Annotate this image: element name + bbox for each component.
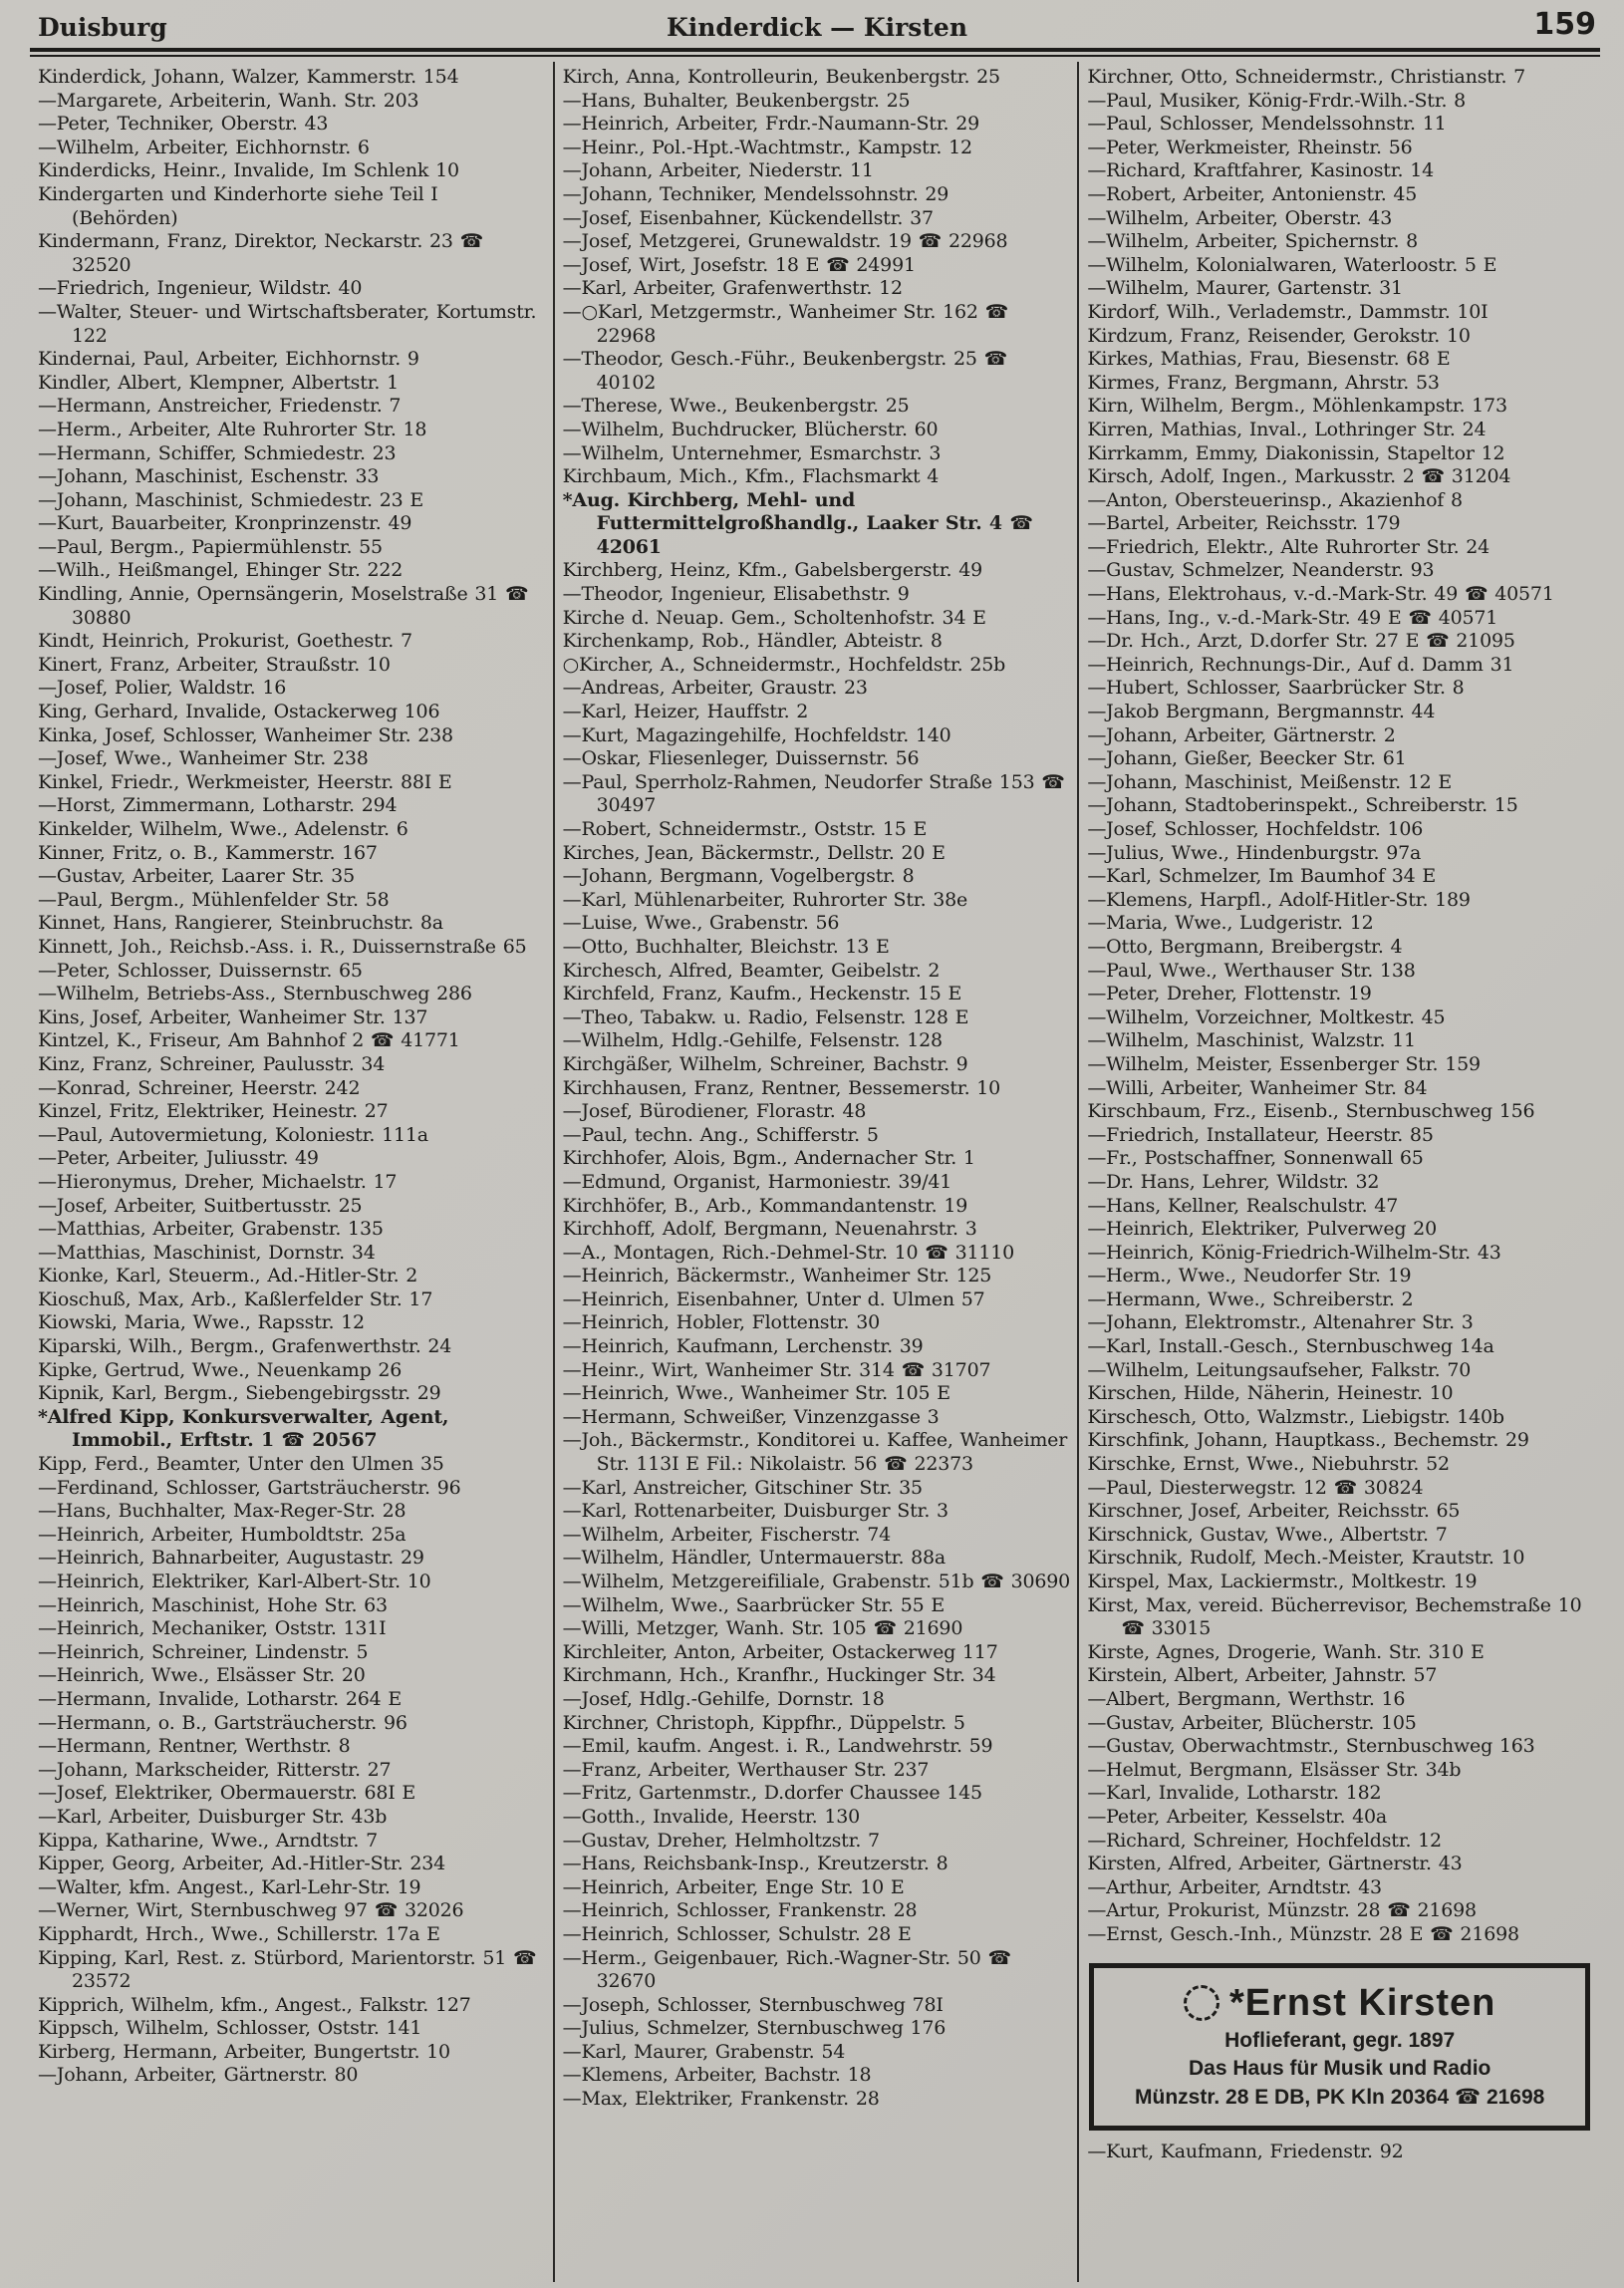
directory-entry: —Wilhelm, Arbeiter, Fischerstr. 74 [562,1523,891,1546]
directory-entry: —Wilhelm, Unternehmer, Esmarchstr. 3 [562,441,942,464]
directory-entry: Kinderdicks, Heinr., Invalide, Im Schlenk 10 [38,159,459,182]
directory-entry: —Theodor, Gesch.-Führ., Beukenbergstr. 25 ☎ 40102 [562,348,1008,394]
directory-entry: —Anton, Obersteuerinsp., Akazienhof 8 [1087,488,1463,511]
directory-entry: —Heinrich, Eisenbahner, Unter d. Ulmen 57 [562,1287,985,1310]
directory-entry: —Heinrich, Arbeiter, Frdr.-Naumann-Str. 29 [562,113,979,136]
directory-entry: —Friedrich, Elektr., Alte Ruhrorter Str. 24 [1087,535,1490,558]
directory-entry: Kirchenkamp, Rob., Händler, Abteistr. 8 [562,630,943,653]
directory-entry: —Dr. Hans, Lehrer, Wildstr. 32 [1087,1170,1380,1193]
directory-entry: —Johann, Stadtoberinspekt., Schreiberstr. 15 [1087,794,1518,817]
directory-entry: —Paul, techn. Ang., Schifferstr. 5 [562,1123,879,1146]
directory-entry: Kirschen, Hilde, Näherin, Heinestr. 10 [1087,1382,1454,1405]
header-page-number: 159 [1533,7,1596,42]
directory-entry: —Arthur, Arbeiter, Arndtstr. 43 [1087,1875,1382,1898]
directory-entry: —Hermann, Schiffer, Schmiedestr. 23 [38,441,397,464]
directory-entry: —Wilhelm, Hdlg.-Gehilfe, Felsenstr. 128 [562,1029,943,1052]
directory-entry: —Heinr., Wirt, Wanheimer Str. 314 ☎ 31707 [562,1358,991,1381]
directory-entry: Kirschfink, Johann, Hauptkass., Bechemstr. 29 [1087,1429,1529,1452]
directory-entry: —Heinrich, Schreiner, Lindenstr. 5 [38,1640,369,1663]
directory-entry: —Theodor, Ingenieur, Elisabethstr. 9 [562,583,910,606]
directory-entry: —Josef, Arbeiter, Suitbertusstr. 25 [38,1194,363,1217]
directory-entry: —Otto, Bergmann, Breibergstr. 4 [1087,935,1403,958]
directory-entry: Kinnet, Hans, Rangierer, Steinbruchstr. 8a [38,912,443,935]
directory-entry: ○Kircher, A., Schneidermstr., Hochfeldstr. 25b [562,653,1006,676]
directory-entry: —Horst, Zimmermann, Lotharstr. 294 [38,794,398,817]
directory-entry: —Klemens, Harpfl., Adolf-Hitler-Str. 189 [1087,888,1471,911]
directory-entry: —Heinrich, König-Friedrich-Wilhelm-Str. 43 [1087,1241,1501,1264]
page-header [38,8,1596,42]
directory-entry: —Heinrich, Schlosser, Frankenstr. 28 [562,1899,918,1922]
directory-entry: —Johann, Elektromstr., Altenahrer Str. 3 [1087,1311,1474,1334]
directory-entry: Kirchhöfer, B., Arb., Kommandantenstr. 19 [562,1194,968,1217]
directory-entry: —Josef, Wwe., Wanheimer Str. 238 [38,747,369,770]
directory-entry: —Heinrich, Rechnungs-Dir., Auf d. Damm 31 [1087,653,1514,676]
directory-entry: —Fr., Postschaffner, Sonnenwall 65 [1087,1147,1424,1170]
directory-entry: Kinkelder, Wilhelm, Wwe., Adelenstr. 6 [38,818,408,840]
directory-entry: —Peter, Werkmeister, Rheinstr. 56 [1087,136,1413,158]
directory-entry: —A., Montagen, Rich.-Dehmel-Str. 10 ☎ 31110 [562,1241,1015,1264]
directory-entry: —Heinrich, Hobler, Flottenstr. 30 [562,1311,880,1334]
directory-entry: —Johann, Arbeiter, Niederstr. 11 [562,159,874,182]
directory-entry: Kirchhausen, Franz, Rentner, Bessemerstr. 10 [562,1076,1001,1099]
directory-entry: Kinka, Josef, Schlosser, Wanheimer Str. 238 [38,723,453,746]
directory-entry: Kirn, Wilhelm, Bergm., Möhlenkampstr. 173 [1087,395,1507,418]
directory-entry: Kirchgäßer, Wilhelm, Schreiner, Bachstr. 9 [562,1052,968,1075]
directory-entry: —Albert, Bergmann, Werthstr. 16 [1087,1687,1406,1710]
directory-entry: —Johann, Techniker, Mendelssohnstr. 29 [562,182,949,205]
directory-entry: —Hermann, Invalide, Lotharstr. 264 E [38,1687,403,1710]
directory-entry: Kinz, Franz, Schreiner, Paulusstr. 34 [38,1052,386,1075]
directory-entry: Kirberg, Hermann, Arbeiter, Bungertstr. 10 [38,2040,450,2063]
directory-entry: Kirspel, Max, Lackiermstr., Moltkestr. 19 [1087,1571,1478,1592]
directory-entry: Kippsch, Wilhelm, Schlosser, Oststr. 141 [38,2017,422,2040]
directory-entry: —Heinrich, Arbeiter, Humboldtstr. 25a [38,1523,406,1546]
directory-entry: —Klemens, Arbeiter, Bachstr. 18 [562,2064,872,2087]
directory-entry: —Theo, Tabakw. u. Radio, Felsenstr. 128 E [562,1005,969,1028]
directory-entry: Kirchhoff, Adolf, Bergmann, Neuenahrstr. 3 [562,1218,977,1241]
ernst-kirsten-advertisement [1089,1963,1590,2131]
directory-entry: —Luise, Wwe., Grabenstr. 56 [562,912,840,935]
directory-entry: —Wilhelm, Betriebs-Ass., Sternbuschweg 286 [38,983,472,1005]
directory-entry: Kirschnick, Gustav, Wwe., Albertstr. 7 [1087,1523,1448,1546]
directory-entry: Kinkel, Friedr., Werkmeister, Heerstr. 88I E [38,770,452,793]
directory-entry: —Heinrich, Kaufmann, Lerchenstr. 39 [562,1335,924,1358]
directory-entry: —Karl, Install.-Gesch., Sternbuschweg 14a [1087,1335,1494,1358]
directory-entry: —Paul, Schlosser, Mendelssohnstr. 11 [1087,113,1447,136]
directory-entry: Kindling, Annie, Opernsängerin, Moselstraße 31 ☎ 30880 [38,583,529,629]
directory-entry: Kionke, Karl, Steuerm., Ad.-Hitler-Str. 2 [38,1265,418,1287]
directory-entry: —Josef, Elektriker, Obermauerstr. 68I E [38,1782,416,1805]
directory-entry: Kippa, Katharine, Wwe., Arndtstr. 7 [38,1829,378,1852]
directory-entry: —Paul, Wwe., Werthauser Str. 138 [1087,959,1416,982]
directory-entry: Kirchner, Christoph, Kippfhr., Düppelstr. 5 [562,1711,965,1734]
directory-entry: Kirmes, Franz, Bergmann, Ahrstr. 53 [1087,371,1440,394]
directory-entry: —Paul, Diesterwegstr. 12 ☎ 30824 [1087,1476,1424,1499]
directory-entry: Kirschnik, Rudolf, Mech.-Meister, Krautstr. 10 [1087,1547,1525,1570]
directory-entry: Kiparski, Wilh., Bergm., Grafenwerthstr. 24 [38,1335,452,1358]
directory-entry: —Wilhelm, Metzgereifiliale, Grabenstr. 51b ☎ 30690 [562,1571,1071,1592]
directory-columns [30,62,1602,2282]
directory-entry: Kirren, Mathias, Inval., Lothringer Str. 24 [1087,418,1487,440]
directory-entry: —Herm., Arbeiter, Alte Ruhrorter Str. 18 [38,418,427,440]
directory-entry: —Hans, Ing., v.-d.-Mark-Str. 49 E ☎ 40571 [1087,606,1498,629]
directory-entry: —Gustav, Schmelzer, Neanderstr. 93 [1087,559,1435,582]
directory-entry: —Matthias, Maschinist, Dornstr. 34 [38,1241,376,1264]
directory-entry: Kipper, Georg, Arbeiter, Ad.-Hitler-Str. 234 [38,1853,445,1875]
directory-entry: —Johann, Markscheider, Ritterstr. 27 [38,1758,392,1781]
directory-entry: —Paul, Bergm., Mühlenfelder Str. 58 [38,888,390,911]
directory-entry: —Johann, Maschinist, Eschenstr. 33 [38,465,380,488]
directory-entry: —Josef, Bürodiener, Florastr. 48 [562,1100,867,1123]
directory-entry: —Johann, Arbeiter, Gärtnerstr. 2 [1087,723,1396,746]
directory-entry: *Alfred Kipp, Konkursverwalter, Agent, Immobil., Erftstr. 1 ☎ 20567 [38,1405,449,1452]
directory-entry: —Heinrich, Wwe., Wanheimer Str. 105 E [562,1382,950,1405]
directory-entry: —Josef, Polier, Waldstr. 16 [38,677,287,700]
directory-entry: —Emil, kaufm. Angest. i. R., Landwehrstr. 59 [562,1735,993,1758]
directory-entry: Kirchmann, Hch., Kranfhr., Huckinger Str. 34 [562,1664,996,1687]
directory-entry: —Hans, Kellner, Realschulstr. 47 [1087,1194,1399,1217]
directory-entry: —Johann, Maschinist, Meißenstr. 12 E [1087,770,1453,793]
directory-entry: —Josef, Hdlg.-Gehilfe, Dornstr. 18 [562,1687,885,1710]
directory-entry: —Josef, Metzgerei, Grunewaldstr. 19 ☎ 22968 [562,230,1008,253]
directory-entry: —Heinrich, Maschinist, Hohe Str. 63 [38,1593,388,1616]
directory-entry: —Johann, Bergmann, Vogelbergstr. 8 [562,865,915,888]
directory-entry: —Wilhelm, Arbeiter, Oberstr. 43 [1087,206,1393,229]
directory-entry: —Walter, Steuer- und Wirtschaftsberater, Kortumstr. 122 [38,300,537,347]
directory-entry: —Helmut, Bergmann, Elsässer Str. 34b [1087,1758,1462,1781]
directory-entry: —Julius, Schmelzer, Sternbuschweg 176 [562,2017,947,2040]
directory-entry: —Wilhelm, Maurer, Gartenstr. 31 [1087,277,1403,300]
directory-entry: Kirschner, Josef, Arbeiter, Reichsstr. 65 [1087,1500,1461,1523]
directory-entry: —Herm., Wwe., Neudorfer Str. 19 [1087,1265,1412,1287]
directory-entry: —Hermann, Rentner, Werthstr. 8 [38,1735,351,1758]
directory-entry: —Edmund, Organist, Harmoniestr. 39/41 [562,1170,952,1193]
directory-entry: Kipp, Ferd., Beamter, Unter den Ulmen 35 [38,1453,444,1476]
directory-entry: —Peter, Techniker, Oberstr. 43 [38,113,329,136]
directory-entry: —Hubert, Schlosser, Saarbrücker Str. 8 [1087,677,1465,700]
directory-entry: —Hans, Reichsbank-Insp., Kreutzerstr. 8 [562,1853,948,1875]
laurel-wreath-icon [1184,1985,1219,2021]
ad-title-row [1102,1982,1577,2025]
directory-entry: —Ferdinand, Schlosser, Gartsträucherstr. 96 [38,1476,461,1499]
directory-entry: —Maria, Wwe., Ludgeristr. 12 [1087,912,1374,935]
directory-column-3 [1077,62,1602,2282]
ad-title: *Ernst Kirsten [1228,1981,1496,2024]
directory-entry: —Karl, Mühlenarbeiter, Ruhrorter Str. 38e [562,888,968,911]
directory-entry: —Richard, Kraftfahrer, Kasinostr. 14 [1087,159,1434,182]
directory-entry: —Josef, Wirt, Josefstr. 18 E ☎ 24991 [562,253,916,276]
directory-entry: Kirches, Jean, Bäckermstr., Dellstr. 20 E [562,841,946,864]
directory-entry: —Max, Elektriker, Frankenstr. 28 [562,2088,880,2111]
directory-entry: —Andreas, Arbeiter, Graustr. 23 [562,677,868,700]
directory-entry: Kindermann, Franz, Direktor, Neckarstr. 23 ☎ 32520 [38,230,484,276]
directory-entry: —Heinrich, Wwe., Elsässer Str. 20 [38,1664,366,1687]
directory-entry: —Ernst, Gesch.-Inh., Münzstr. 28 E ☎ 21698 [1087,1922,1519,1945]
directory-entry: —Johann, Gießer, Beecker Str. 61 [1087,747,1407,770]
directory-entry: —Peter, Arbeiter, Kesselstr. 40a [1087,1805,1388,1828]
directory-entry: —Wilhelm, Leitungsaufseher, Falkstr. 70 [1087,1358,1472,1381]
directory-entry: —Wilhelm, Arbeiter, Spichernstr. 8 [1087,230,1419,253]
directory-entry: —Peter, Schlosser, Duissernstr. 65 [38,959,363,982]
ad-line-1: Hoflieferant, gegr. 1897 [1224,2028,1456,2052]
directory-entry: Kinner, Fritz, o. B., Kammerstr. 167 [38,841,378,864]
directory-entry: —Heinrich, Mechaniker, Oststr. 131I [38,1617,387,1640]
directory-entry: Kirrkamm, Emmy, Diakonissin, Stapeltor 12 [1087,441,1505,464]
directory-entry: Kirchhofer, Alois, Bgm., Andernacher Str. 1 [562,1147,975,1170]
directory-entry: —Franz, Arbeiter, Werthauser Str. 237 [562,1758,930,1781]
directory-entry: —Hans, Buchhalter, Max-Reger-Str. 28 [38,1500,406,1523]
directory-entry: —Heinrich, Schlosser, Schulstr. 28 E [562,1922,912,1945]
directory-entry: Kirschbaum, Frz., Eisenb., Sternbuschweg 156 [1087,1100,1535,1123]
directory-entry: Kirsch, Adolf, Ingen., Markusstr. 2 ☎ 31204 [1087,465,1511,488]
directory-entry: —Paul, Musiker, König-Frdr.-Wilh.-Str. 8 [1087,89,1467,112]
directory-entry: —Kurt, Magazingehilfe, Hochfeldstr. 140 [562,723,951,746]
directory-entry: —Friedrich, Installateur, Heerstr. 85 [1087,1123,1434,1146]
directory-entry: Kirche d. Neuap. Gem., Scholtenhofstr. 34 E [562,606,986,629]
directory-entry: Kirchberg, Heinz, Kfm., Gabelsbergerstr. 49 [562,559,982,582]
directory-entry: Kiowski, Maria, Wwe., Rapsstr. 12 [38,1311,365,1334]
directory-entry: —Wilhelm, Vorzeichner, Moltkestr. 45 [1087,1005,1446,1028]
directory-entry: —○Karl, Metzgermstr., Wanheimer Str. 162 ☎ 22968 [562,300,1009,347]
directory-entry: —Karl, Arbeiter, Grafenwerthstr. 12 [562,277,903,300]
directory-entry: —Hans, Buhalter, Beukenbergstr. 25 [562,89,911,112]
directory-column-2 [553,62,1078,2282]
directory-entry: —Wilhelm, Meister, Essenberger Str. 159 [1087,1052,1481,1075]
header-name-range: Kinderdick — Kirsten [667,13,967,42]
directory-entry: —Fritz, Gartenmstr., D.dorfer Chaussee 145 [562,1782,982,1805]
directory-entry: —Dr. Hch., Arzt, D.dorfer Str. 27 E ☎ 21095 [1087,630,1515,653]
directory-column-1 [30,62,553,2282]
directory-entry: —Wilhelm, Maschinist, Walzstr. 11 [1087,1029,1416,1052]
directory-entry: Kirch, Anna, Kontrolleurin, Beukenbergstr. 25 [562,66,1000,88]
directory-entry: Kinert, Franz, Arbeiter, Straußstr. 10 [38,653,391,676]
directory-entry: —Artur, Prokurist, Münzstr. 28 ☎ 21698 [1087,1899,1477,1922]
directory-entry: Kirchesch, Alfred, Beamter, Geibelstr. 2 [562,959,941,982]
directory-entry: —Hermann, o. B., Gartsträucherstr. 96 [38,1711,407,1734]
directory-entry: —Wilhelm, Arbeiter, Eichhornstr. 6 [38,136,370,158]
directory-entry: —Therese, Wwe., Beukenbergstr. 25 [562,395,910,418]
directory-entry: —Wilhelm, Kolonialwaren, Waterloostr. 5 E [1087,253,1497,276]
directory-entry: —Karl, Invalide, Lotharstr. 182 [1087,1782,1382,1805]
directory-entry: —Wilhelm, Buchdrucker, Blücherstr. 60 [562,418,939,440]
directory-entry: —Hans, Elektrohaus, v.-d.-Mark-Str. 49 ☎ 40571 [1087,583,1554,606]
directory-entry: —Herm., Geigenbauer, Rich.-Wagner-Str. 50 ☎ 32670 [562,1946,1011,1993]
directory-entry: Kirdzum, Franz, Reisender, Gerokstr. 10 [1087,324,1471,347]
ad-line-3: Münzstr. 28 E DB, PK Kln 20364 ☎ 21698 [1135,2085,1545,2109]
directory-entry: Kirste, Agnes, Drogerie, Wanh. Str. 310 E [1087,1640,1485,1663]
directory-entry: —Robert, Schneidermstr., Oststr. 15 E [562,818,928,840]
directory-entry: Kipke, Gertrud, Wwe., Neuenkamp 26 [38,1358,403,1381]
directory-entry: Kirchner, Otto, Schneidermstr., Christianstr. 7 [1087,66,1526,88]
directory-entry: Kirchbaum, Mich., Kfm., Flachsmarkt 4 [562,465,940,488]
directory-entry: —Werner, Wirt, Sternbuschweg 97 ☎ 32026 [38,1899,464,1922]
directory-entry: Kirkes, Mathias, Frau, Biesenstr. 68 E [1087,348,1451,371]
directory-entry: —Bartel, Arbeiter, Reichsstr. 179 [1087,512,1401,535]
directory-entry: —Walter, kfm. Angest., Karl-Lehr-Str. 19 [38,1875,421,1898]
directory-entry: Kinzel, Fritz, Elektriker, Heinestr. 27 [38,1100,389,1123]
directory-entry: —Peter, Arbeiter, Juliusstr. 49 [38,1147,319,1170]
directory-entry: —Oskar, Fliesenleger, Duissernstr. 56 [562,747,920,770]
directory-entry: —Karl, Arbeiter, Duisburger Str. 43b [38,1805,388,1828]
directory-entry: Kirst, Max, vereid. Bücherrevisor, Bechemstraße 10 ☎ 33015 [1087,1593,1582,1640]
directory-entry: —Jakob Bergmann, Bergmannstr. 44 [1087,701,1436,723]
directory-entry: —Wilh., Heißmangel, Ehinger Str. 222 [38,559,404,582]
directory-entry: Kipping, Karl, Rest. z. Stürbord, Marientorstr. 51 ☎ 23572 [38,1946,537,1993]
header-rule-thin [30,55,1600,57]
directory-entry: Kirsten, Alfred, Arbeiter, Gärtnerstr. 43 [1087,1853,1463,1875]
header-city: Duisburg [38,13,167,42]
directory-entry: —Gustav, Arbeiter, Blücherstr. 105 [1087,1711,1417,1734]
directory-entry: Kinderdick, Johann, Walzer, Kammerstr. 154 [38,66,459,88]
directory-entry: —Johann, Maschinist, Schmiedestr. 23 E [38,488,424,511]
directory-entry: Kindler, Albert, Klempner, Albertstr. 1 [38,371,399,394]
directory-entry: —Karl, Rottenarbeiter, Duisburger Str. 3 [562,1500,948,1523]
directory-entry: —Willi, Metzger, Wanh. Str. 105 ☎ 21690 [562,1617,963,1640]
directory-entry: —Gustav, Oberwachtmstr., Sternbuschweg 163 [1087,1735,1535,1758]
directory-entry: —Paul, Bergm., Papiermühlenstr. 55 [38,535,383,558]
directory-entry: —Johann, Arbeiter, Gärtnerstr. 80 [38,2064,359,2087]
directory-entry: —Joh., Bäckermstr., Konditorei u. Kaffee, Wanheimer Str. 113I E Fil.: Nikolaistr. 56 ☎ 22373 [562,1429,1068,1476]
directory-entry: —Karl, Schmelzer, Im Baumhof 34 E [1087,865,1437,888]
directory-entry: —Heinrich, Bahnarbeiter, Augustastr. 29 [38,1547,424,1570]
directory-entry: —Karl, Maurer, Grabenstr. 54 [562,2040,846,2063]
directory-entry: —Joseph, Schlosser, Sternbuschweg 78I [562,1993,944,2016]
directory-entry: —Paul, Sperrholz-Rahmen, Neudorfer Straße 153 ☎ 30497 [562,770,1065,817]
directory-entry: —Kurt, Bauarbeiter, Kronprinzenstr. 49 [38,512,412,535]
directory-entry: —Karl, Heizer, Hauffstr. 2 [562,701,809,723]
directory-entry: —Hieronymus, Dreher, Michaelstr. 17 [38,1170,398,1193]
directory-entry: Kirschesch, Otto, Walzmstr., Liebigstr. 140b [1087,1405,1504,1428]
directory-entry: Kipnik, Karl, Bergm., Siebengebirgsstr. 29 [38,1382,441,1405]
directory-entry: Kirdorf, Wilh., Verlademstr., Dammstr. 10I [1087,300,1489,323]
directory-entry: —Karl, Anstreicher, Gitschiner Str. 35 [562,1476,923,1499]
directory-entry: —Wilhelm, Händler, Untermauerstr. 88a [562,1547,947,1570]
directory-entry: —Robert, Arbeiter, Antonienstr. 45 [1087,182,1418,205]
directory-entry: —Gotth., Invalide, Heerstr. 130 [562,1805,861,1828]
ad-line-2: Das Haus für Musik und Radio [1188,2056,1491,2080]
directory-entry: —Otto, Buchhalter, Bleichstr. 13 E [562,935,890,958]
directory-entry: —Gustav, Dreher, Helmholtzstr. 7 [562,1829,880,1852]
directory-entry: Kindergarten und Kinderhorte siehe Teil I (Behörden) [38,182,438,229]
directory-entry: —Julius, Wwe., Hindenburgstr. 97a [1087,841,1422,864]
directory-entry: Kirchfeld, Franz, Kaufm., Heckenstr. 15 E [562,983,962,1005]
directory-entry: —Matthias, Arbeiter, Grabenstr. 135 [38,1218,384,1241]
directory-entry: Kirschke, Ernst, Wwe., Niebuhrstr. 52 [1087,1453,1450,1476]
directory-entry: —Heinrich, Arbeiter, Enge Str. 10 E [562,1875,905,1898]
directory-entry: —Wilhelm, Wwe., Saarbrücker Str. 55 E [562,1593,945,1616]
directory-entry: —Konrad, Schreiner, Heerstr. 242 [38,1076,361,1099]
directory-entry: —Willi, Arbeiter, Wanheimer Str. 84 [1087,1076,1428,1099]
directory-entry: —Gustav, Arbeiter, Laarer Str. 35 [38,865,355,888]
directory-entry: Kindernai, Paul, Arbeiter, Eichhornstr. 9 [38,348,419,371]
directory-entry: Kirstein, Albert, Arbeiter, Jahnstr. 57 [1087,1664,1438,1687]
directory-entry: Kirchleiter, Anton, Arbeiter, Ostackerweg 117 [562,1640,998,1663]
directory-entry: Kins, Josef, Arbeiter, Wanheimer Str. 137 [38,1005,428,1028]
directory-entry: Kinnett, Joh., Reichsb.-Ass. i. R., Duissernstraße 65 [38,935,527,958]
directory-entry: —Josef, Eisenbahner, Kückendellstr. 37 [562,206,934,229]
directory-entry: —Paul, Autovermietung, Koloniestr. 111a [38,1123,428,1146]
directory-entry: —Hermann, Schweißer, Vinzenzgasse 3 [562,1405,940,1428]
directory-entry: —Peter, Dreher, Flottenstr. 19 [1087,983,1372,1005]
directory-entry: —Heinr., Pol.-Hpt.-Wachtmstr., Kampstr. 12 [562,136,972,158]
directory-entry: Kintzel, K., Friseur, Am Bahnhof 2 ☎ 41771 [38,1029,460,1052]
directory-entry: —Kurt, Kaufmann, Friedenstr. 92 [1087,2140,1404,2162]
directory-entry: —Heinrich, Elektriker, Pulverweg 20 [1087,1218,1437,1241]
directory-entry: —Hermann, Anstreicher, Friedenstr. 7 [38,395,402,418]
directory-entry: —Friedrich, Ingenieur, Wildstr. 40 [38,277,363,300]
header-rule-thick [30,48,1600,52]
directory-entry: —Margarete, Arbeiterin, Wanh. Str. 203 [38,89,419,112]
directory-entry: —Heinrich, Elektriker, Karl-Albert-Str. 10 [38,1571,431,1592]
directory-entry: —Heinrich, Bäckermstr., Wanheimer Str. 125 [562,1265,992,1287]
directory-entry: Kindt, Heinrich, Prokurist, Goethestr. 7 [38,630,412,653]
directory-entry: Kipprich, Wilhelm, kfm., Angest., Falkstr. 127 [38,1993,471,2016]
directory-entry: —Richard, Schreiner, Hochfeldstr. 12 [1087,1829,1442,1852]
directory-entry: Kioschuß, Max, Arb., Kaßlerfelder Str. 17 [38,1287,433,1310]
directory-entry: —Hermann, Wwe., Schreiberstr. 2 [1087,1287,1414,1310]
directory-entry: Kipphardt, Hrch., Wwe., Schillerstr. 17a E [38,1922,440,1945]
directory-entry: King, Gerhard, Invalide, Ostackerweg 106 [38,701,440,723]
directory-entry: *Aug. Kirchberg, Mehl- und Futtermittelgroßhandlg., Laaker Str. 4 ☎ 42061 [562,488,1033,558]
directory-entry: —Josef, Schlosser, Hochfeldstr. 106 [1087,818,1424,840]
